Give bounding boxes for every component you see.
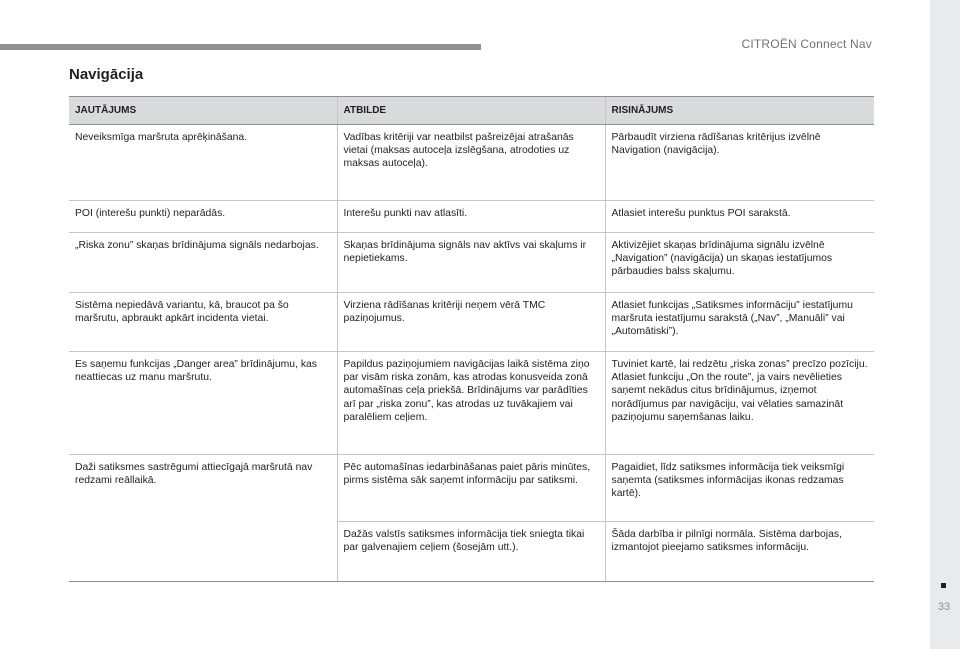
question-cell: Sistēma nepiedāvā variantu, kā, braucot pa šo maršrutu, apbraukt apkārt incidenta vietai.	[69, 293, 337, 352]
solution-cell: Pārbaudīt virziena rādīšanas kritērijus izvēlnē Navigation (navigācija).	[605, 125, 874, 201]
side-strip	[930, 0, 960, 649]
table-row	[69, 201, 874, 233]
page-marker-dot	[941, 583, 946, 588]
solution-cell: Atlasiet funkcijas „Satiksmes informāciju” iestatījumu maršruta iestatījumu sarakstā („Nav”, „Manuāli” vai „Automātiski”).	[605, 293, 874, 352]
answer-cell: Vadības kritēriji var neatbilst pašreizējai atrašanās vietai (maksas autoceļa izslēgšana, atrodoties uz maksas autoceļa).	[337, 125, 605, 201]
solution-cell: Šāda darbība ir pilnīgi normāla. Sistēma darbojas, izmantojot pieejamo satiksmes informāciju.	[605, 522, 874, 582]
answer-cell: Pēc automašīnas iedarbināšanas paiet pāris minūtes, pirms sistēma sāk saņemt informāciju par satiksmi.	[337, 455, 605, 522]
answer-cell: Virziena rādīšanas kritēriji neņem vērā TMC paziņojumus.	[337, 293, 605, 352]
table-row	[69, 233, 874, 293]
solution-cell: Atlasiet interešu punktus POI sarakstā.	[605, 201, 874, 233]
table-row	[69, 293, 874, 352]
column-header-solution: RISINĀJUMS	[605, 97, 874, 125]
column-header-answer: ATBILDE	[337, 97, 605, 125]
header-rule	[0, 44, 481, 50]
question-cell	[69, 522, 337, 582]
answer-cell: Papildus paziņojumiem navigācijas laikā sistēma ziņo par visām riska zonām, kas atrodas konusveida zonā automašīnas ceļa priekšā. Brīdinājums var parādīties arī par „riska zonu”, kas atrodas uz tuvākajiem vai paralēliem ceļiem.	[337, 352, 605, 455]
question-cell: POI (interešu punkti) neparādās.	[69, 201, 337, 233]
table-header-row	[69, 97, 874, 125]
answer-cell: Skaņas brīdinājuma signāls nav aktīvs vai skaļums ir nepietiekams.	[337, 233, 605, 293]
question-cell: Es saņemu funkcijas „Danger area” brīdinājumu, kas neattiecas uz manu maršrutu.	[69, 352, 337, 455]
answer-cell: Dažās valstīs satiksmes informācija tiek sniegta tikai par galvenajiem ceļiem (šosejām utt.).	[337, 522, 605, 582]
table-row	[69, 455, 874, 522]
question-cell: Daži satiksmes sastrēgumi attiecīgajā maršrutā nav redzami reāllaikā.	[75, 462, 313, 487]
answer-cell: Interešu punkti nav atlasīti.	[337, 201, 605, 233]
page-number: 33	[937, 601, 951, 613]
solution-cell: Pagaidiet, līdz satiksmes informācija tiek veiksmīgi saņemta (satiksmes informācijas ikonas redzamas kartē).	[605, 455, 874, 522]
solution-cell: Tuviniet kartē, lai redzētu „riska zonas” precīzo pozīciju. Atlasiet funkciju „On the route”, ja vairs nevēlieties saņemt nekādus citus brīdinājumus, izņemot norādījumus par navigāciju, vai vēlaties samazināt paziņojumu saņemšanas laiku.	[605, 352, 874, 455]
solution-cell: Aktivizējiet skaņas brīdinājuma signālu izvēlnē „Navigation” (navigācija) un skaņas iestatījumos pārbaudies balss skaļumu.	[605, 233, 874, 293]
faq-table	[69, 96, 874, 582]
question-cell: „Riska zonu” skaņas brīdinājuma signāls nedarbojas.	[69, 233, 337, 293]
table-row	[69, 352, 874, 455]
brand-header: CITROËN Connect Nav	[741, 37, 872, 51]
column-header-question: JAUTĀJUMS	[69, 97, 337, 125]
table-row	[69, 522, 874, 582]
table-row	[69, 125, 874, 201]
question-cell: Neveiksmīga maršruta aprēķināšana.	[69, 125, 337, 201]
section-title: Navigācija	[69, 66, 144, 83]
